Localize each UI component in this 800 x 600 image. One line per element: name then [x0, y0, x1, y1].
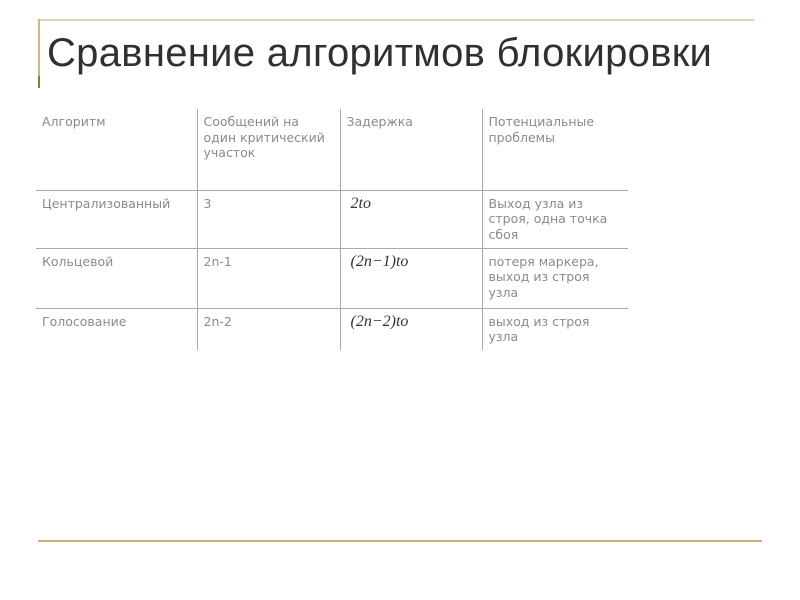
cell-problems: выход из строя узла: [482, 308, 628, 350]
table-header-row: [36, 109, 628, 190]
header-delay: Задержка: [340, 109, 482, 190]
delay-formula: (2n−2)to: [350, 312, 409, 330]
cell-messages: 3: [197, 190, 340, 248]
cell-algorithm: Кольцевой: [36, 248, 197, 308]
header-messages: Сообщений на один критический участок: [197, 109, 340, 190]
frame-left-line: [38, 19, 40, 76]
delay-formula: (2n−1)to: [350, 252, 409, 270]
cell-delay: [340, 308, 482, 350]
cell-delay: [340, 248, 482, 308]
table-row: [36, 190, 628, 248]
delay-formula: 2to: [350, 194, 371, 212]
header-algorithm: Алгоритм: [36, 109, 197, 190]
cell-messages: 2n-2: [197, 308, 340, 350]
comparison-table: [36, 109, 628, 350]
frame-top-line: [38, 19, 754, 21]
bottom-rule: [38, 540, 762, 542]
cell-messages: 2n-1: [197, 248, 340, 308]
table-row: [36, 248, 628, 308]
cell-algorithm: Централизованный: [36, 190, 197, 248]
slide-title: Сравнение алгоритмов блокировки: [47, 31, 713, 75]
header-problems: Потенциальные проблемы: [482, 109, 628, 190]
cell-problems: потеря маркера, выход из строя узла: [482, 248, 628, 308]
cell-delay: [340, 190, 482, 248]
cell-problems: Выход узла из строя, одна точка сбоя: [482, 190, 628, 248]
cell-algorithm: Голосование: [36, 308, 197, 350]
frame-left-accent: [38, 76, 40, 88]
table-row: [36, 308, 628, 350]
